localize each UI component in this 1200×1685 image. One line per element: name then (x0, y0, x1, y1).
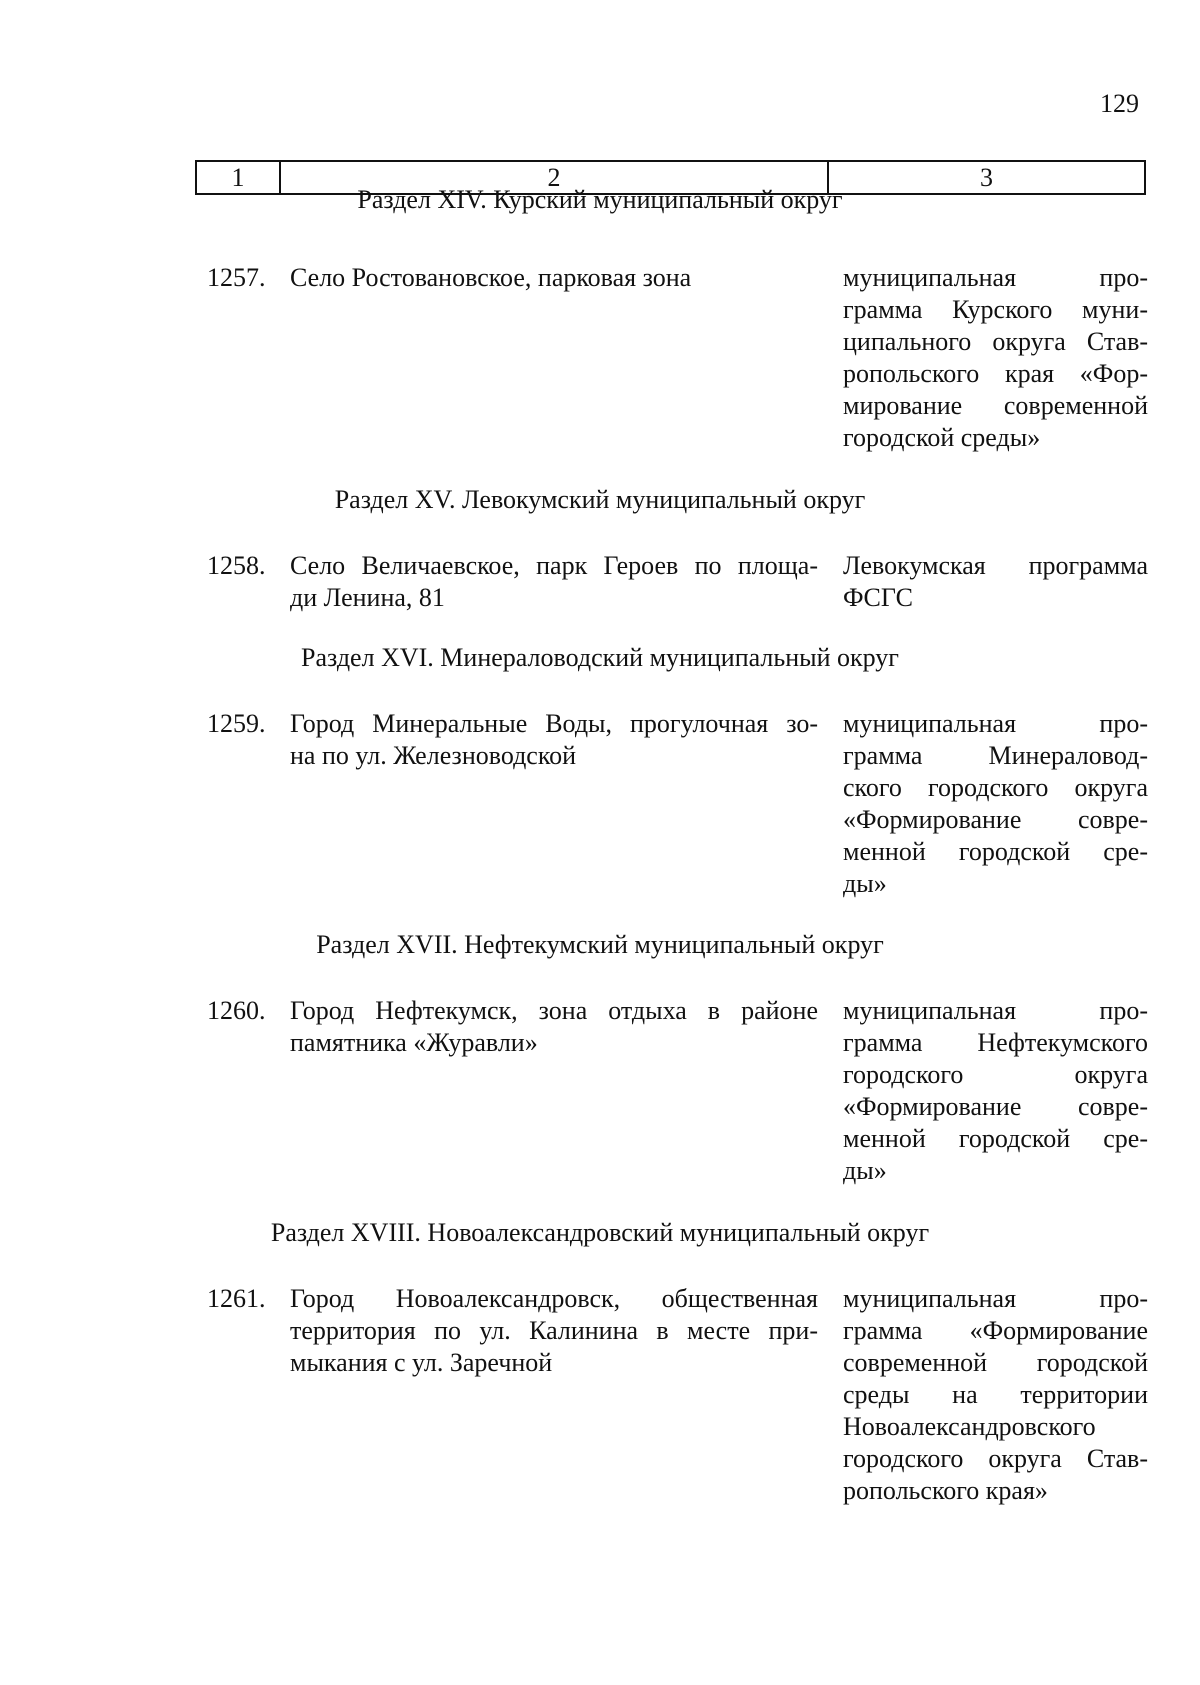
entry-description (290, 1283, 818, 1379)
funding-source-line: муниципальная про- (843, 263, 1148, 292)
column-header-3: 3 (980, 163, 993, 192)
entry-description (290, 262, 818, 294)
entry-number: 1259. (207, 709, 266, 738)
entry-funding-source (843, 550, 1148, 614)
funding-source-line: Новоалександровского (843, 1412, 1096, 1441)
section-heading: Раздел XIV. Курский муниципальный округ (357, 185, 843, 214)
funding-source-line: Левокумская программа (843, 551, 1148, 580)
funding-source-line: грамма «Формирование (843, 1316, 1148, 1345)
funding-source-line: ского городского округа (843, 773, 1148, 802)
description-line: ди Ленина, 81 (290, 583, 445, 612)
description-line: Село Ростовановское, парковая зона (290, 263, 692, 292)
funding-source-line: «Формирование совре- (843, 1092, 1148, 1121)
section-heading: Раздел XVI. Минераловодский муниципальный округ (301, 643, 899, 672)
description-line: Город Новоалександровск, общественная (290, 1284, 818, 1313)
description-line: на по ул. Железноводской (290, 741, 577, 770)
entry-funding-source (843, 995, 1148, 1187)
funding-source-line: ропольского края «Фор- (843, 359, 1148, 388)
funding-source-line: муниципальная про- (843, 1284, 1148, 1313)
description-line: территория по ул. Калинина в месте при- (290, 1316, 818, 1345)
page-number: 129 (1100, 89, 1139, 118)
entry-description (290, 550, 818, 614)
funding-source-line: современной городской (843, 1348, 1148, 1377)
funding-source-line: ды» (843, 1156, 887, 1185)
funding-source-line: среды на территории (843, 1380, 1148, 1409)
funding-source-line: ципального округа Став- (843, 327, 1148, 356)
section-heading: Раздел XVIII. Новоалександровский муниципальный округ (270, 1218, 930, 1247)
entry-funding-source (843, 708, 1148, 900)
entry-description (290, 995, 818, 1059)
entry-description (290, 708, 818, 772)
entry-number: 1257. (207, 263, 266, 292)
funding-source-line: ФСГС (843, 583, 913, 612)
funding-source-line: муниципальная про- (843, 996, 1148, 1025)
funding-source-line: муниципальная про- (843, 709, 1148, 738)
funding-source-line: ды» (843, 869, 887, 898)
funding-source-line: «Формирование совре- (843, 805, 1148, 834)
funding-source-line: грамма Курского муни- (843, 295, 1148, 324)
funding-source-line: мирование современной (843, 391, 1148, 420)
funding-source-line: ропольского края» (843, 1476, 1048, 1505)
description-line: Город Минеральные Воды, прогулочная зо- (290, 709, 818, 738)
entry-number: 1260. (207, 996, 266, 1025)
description-line: Село Величаевское, парк Героев по площа- (290, 551, 818, 580)
column-header-2: 2 (281, 162, 829, 193)
funding-source-line: городского округа (843, 1060, 1148, 1089)
funding-source-line: грамма Минераловод- (843, 741, 1148, 770)
section-heading: Раздел XV. Левокумский муниципальный округ (334, 485, 866, 514)
description-line: Город Нефтекумск, зона отдыха в районе (290, 996, 818, 1025)
entry-number: 1258. (207, 551, 266, 580)
funding-source-line: городской среды» (843, 423, 1041, 452)
entry-funding-source (843, 262, 1148, 454)
funding-source-line: грамма Нефтекумского (843, 1028, 1148, 1057)
description-line: мыкания с ул. Заречной (290, 1348, 553, 1377)
funding-source-line: городского округа Став- (843, 1444, 1148, 1473)
entry-funding-source (843, 1283, 1148, 1507)
section-heading: Раздел XVII. Нефтекумский муниципальный округ (316, 930, 884, 959)
entry-number: 1261. (207, 1284, 266, 1313)
description-line: памятника «Журавли» (290, 1028, 538, 1057)
funding-source-line: менной городской сре- (843, 837, 1148, 866)
column-header-1: 1 (197, 162, 281, 193)
funding-source-line: менной городской сре- (843, 1124, 1148, 1153)
